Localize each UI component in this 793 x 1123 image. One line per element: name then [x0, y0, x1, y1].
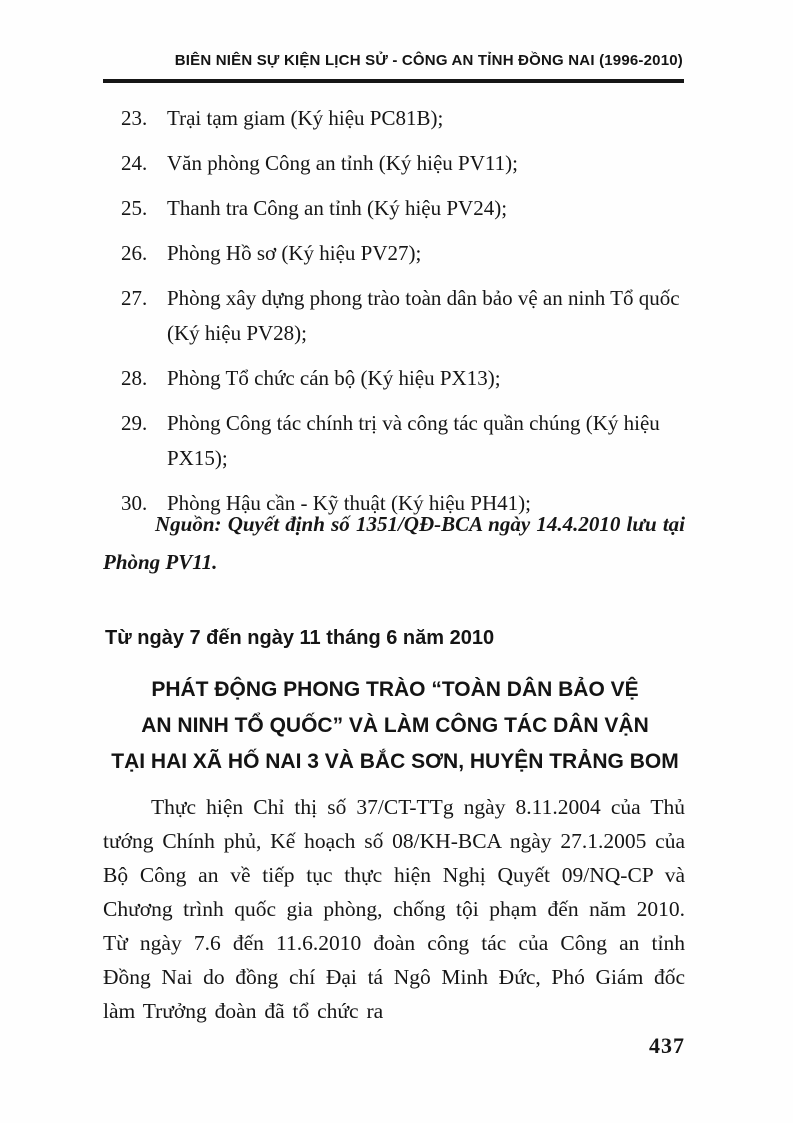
list-item-number: 26. [121, 241, 148, 265]
running-header [103, 52, 683, 69]
source-note: Nguồn: Quyết định số 1351/QĐ-BCA ngày 14.4.2010 lưu tại Phòng PV11. [103, 512, 685, 574]
list-item-number: 29. [121, 411, 148, 435]
list-item [121, 361, 687, 396]
list-item-number: 28. [121, 366, 148, 390]
header-rule [103, 79, 684, 83]
list-item-label: Phòng Hậu cần - Kỹ thuật (Ký hiệu PH41); [167, 491, 531, 515]
list-item [121, 281, 687, 351]
list-item-number: 23. [121, 106, 148, 130]
page-number: 437 [649, 1033, 685, 1058]
list-item-number: 25. [121, 196, 148, 220]
list-item [121, 406, 687, 476]
list-item [121, 146, 687, 181]
list-item-number: 27. [121, 286, 148, 310]
event-title-line-2: AN NINH TỔ QUỐC” VÀ LÀM CÔNG TÁC DÂN VẬN [141, 714, 649, 737]
list-item-label: Trại tạm giam (Ký hiệu PC81B); [167, 106, 444, 130]
list-item [121, 236, 687, 271]
list-item-label: Phòng Công tác chính trị và công tác quần chúng (Ký hiệu PX15); [167, 411, 660, 470]
list-item-label: Phòng Tổ chức cán bộ (Ký hiệu PX13); [167, 366, 501, 390]
list-item-label: Phòng xây dựng phong trào toàn dân bảo vệ an ninh Tổ quốc (Ký hiệu PV28); [167, 286, 680, 345]
list-item-number: 30. [121, 491, 148, 515]
department-list [121, 101, 687, 531]
running-header-title: BIÊN NIÊN SỰ KIỆN LỊCH SỬ - CÔNG AN TỈNH ĐỒNG NAI (1996-2010) [174, 52, 683, 69]
list-item [121, 191, 687, 226]
body-paragraph: Thực hiện Chỉ thị số 37/CT-TTg ngày 8.11.2004 của Thủ tướng Chính phủ, Kế hoạch số 08/KH-BCA ngày 27.1.2005 của Bộ Công an về tiếp tục thực hiện Nghị Quyết 09/NQ-CP và Chương trình quốc gia phòng, chống tội phạm đến năm 2010. Từ ngày 7.6 đến 11.6.2010 đoàn công tác của Công an tỉnh Đồng Nai do đồng chí Đại tá Ngô Minh Đức, Phó Giám đốc làm Trưởng đoàn đã tổ chức ra [103, 795, 685, 1023]
list-item [121, 101, 687, 136]
event-date-line: Từ ngày 7 đến ngày 11 tháng 6 năm 2010 [105, 627, 495, 649]
list-item-label: Phòng Hồ sơ (Ký hiệu PV27); [167, 241, 422, 265]
event-title [95, 672, 695, 780]
list-item-label: Thanh tra Công an tỉnh (Ký hiệu PV24); [167, 196, 508, 220]
event-title-line-1: PHÁT ĐỘNG PHONG TRÀO “TOÀN DÂN BẢO VỆ [151, 678, 639, 701]
list-item-number: 24. [121, 151, 148, 175]
list-item-label: Văn phòng Công an tỉnh (Ký hiệu PV11); [167, 151, 518, 175]
event-title-line-3: TẠI HAI XÃ HỐ NAI 3 VÀ BẮC SƠN, HUYỆN TRẢNG BOM [111, 750, 679, 773]
